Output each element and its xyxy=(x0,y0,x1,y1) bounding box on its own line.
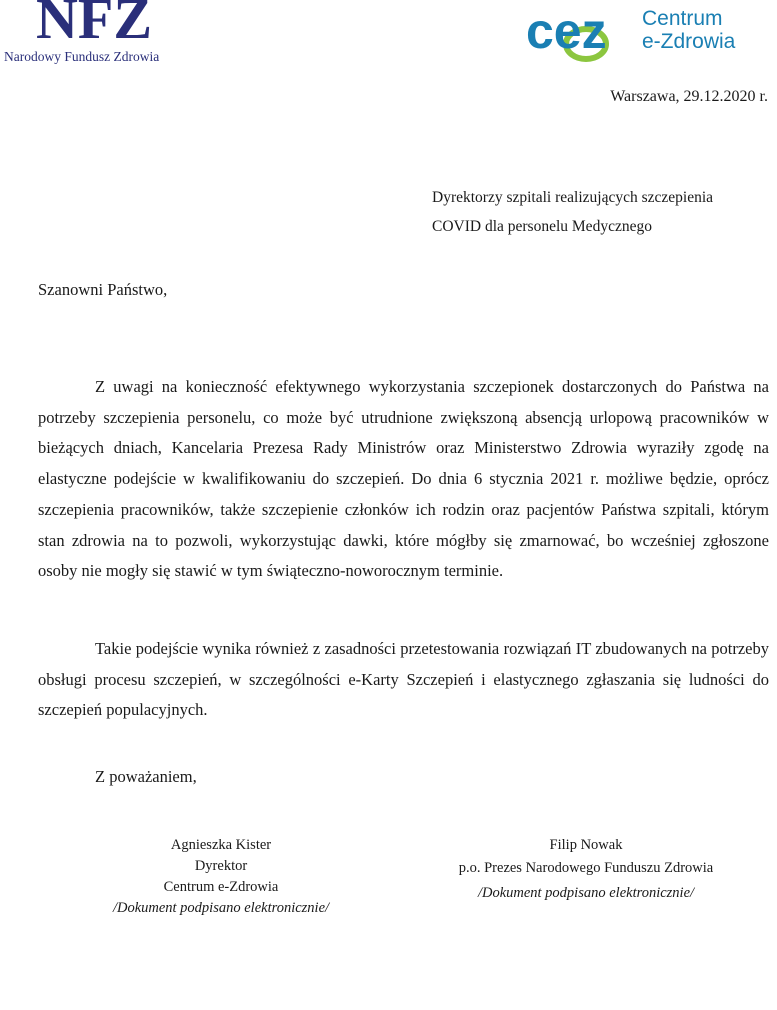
cez-logo-name-line2: e-Zdrowia xyxy=(642,30,736,53)
nfz-logo-subtitle: Narodowy Fundusz Zdrowia xyxy=(4,49,160,64)
closing-phrase: Z poważaniem, xyxy=(95,767,197,786)
signatory-name: Agnieszka Kister xyxy=(170,837,272,853)
electronic-signature-note: /Dokument podpisano elektronicznie/ xyxy=(477,885,695,901)
signature-block-right xyxy=(440,835,732,904)
letter-date: Warszawa, 29.12.2020 r. xyxy=(610,88,768,105)
signatory-title: p.o. Prezes Narodowego Funduszu Zdrowia xyxy=(458,860,714,876)
signatory-title: Dyrektor xyxy=(194,858,248,874)
signatory-name: Filip Nowak xyxy=(549,837,623,853)
recipient-line: Dyrektorzy szpitali realizujących szczepienia xyxy=(432,189,714,206)
electronic-signature-note: /Dokument podpisano elektronicznie/ xyxy=(112,900,330,916)
recipient-block xyxy=(432,183,713,241)
cez-logo-mark xyxy=(526,2,636,64)
body-paragraph: Z uwagi na konieczność efektywnego wykorzystania szczepionek dostarczonych do Państwa na potrzeby szczepienia personelu, co może być utrudnione zwiększoną absencją urlopową pracowników w bieżących dniach, Kancelaria Prezesa Rady Ministrów oraz Ministerstwo Zdrowia wyraziły zgodę na elastyczne podejście w kwalifikowaniu do szczepień. Do dnia 6 stycznia 2021 r. możliwe będzie, oprócz szczepienia pracowników, także szczepienie członków ich rodzin oraz pacjentów Państwa szpitali, którym stan zdrowia na to pozwoli, wykorzystując dawki, które mógłby się zmarnować, bo wcześniej zgłoszone osoby nie mogły się stawić w tym świąteczno-noworocznym terminie. xyxy=(38,377,769,581)
cez-logo xyxy=(520,0,777,70)
nfz-logo-letters: NFZ xyxy=(36,0,152,42)
body-paragraph: Takie podejście wynika również z zasadności przetestowania rozwiązań IT zbudowanych na potrzeby obsługi procesu szczepień, w szczególności e-Karty Szczepień i elastycznego zgłaszania się ludności do szczepień populacyjnych. xyxy=(38,639,769,720)
signature-block-left xyxy=(92,835,350,919)
signatory-organization: Centrum e-Zdrowia xyxy=(163,879,279,895)
recipient-line: COVID dla personelu Medycznego xyxy=(432,218,652,235)
cez-logo-name-line1: Centrum xyxy=(642,7,723,30)
nfz-logo xyxy=(0,0,190,70)
nfz-logo-mark xyxy=(36,0,156,42)
salutation: Szanowni Państwo, xyxy=(38,280,168,299)
cez-logo-letters: cez xyxy=(526,3,607,59)
